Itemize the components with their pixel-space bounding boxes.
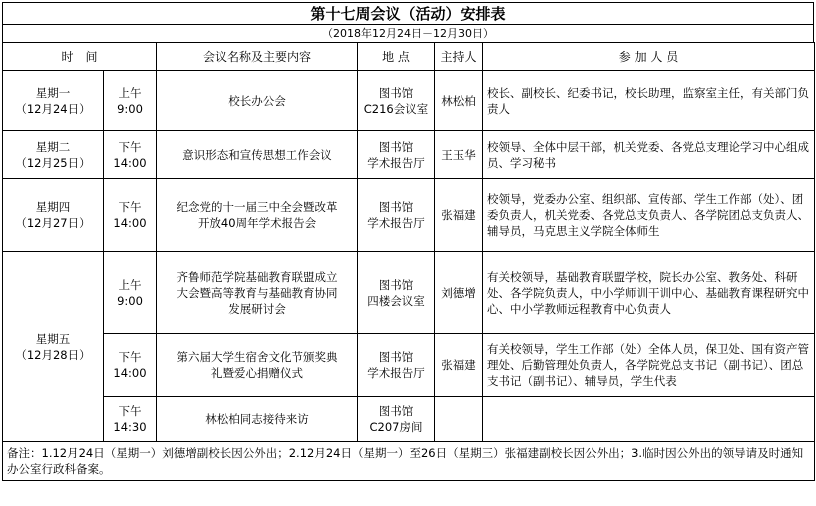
date-label: （12月28日） bbox=[15, 347, 91, 362]
clock-label: 9:00 bbox=[117, 101, 143, 116]
meeting-name-line: 第六届大学生宿舍文化节颁奖典 bbox=[176, 350, 338, 364]
host-cell: 刘德增 bbox=[435, 252, 483, 334]
location-building: 图书馆 bbox=[378, 277, 414, 292]
location-room: C207房间 bbox=[369, 420, 423, 434]
time-cell bbox=[104, 397, 157, 442]
day-cell bbox=[3, 71, 104, 131]
meeting-name-line: 齐鲁师范学院基础教育联盟成立 bbox=[176, 269, 338, 284]
clock-label: 14:00 bbox=[113, 366, 147, 380]
period-label: 上午 bbox=[118, 85, 142, 100]
meeting-name-line: 开放40周年学术报告会 bbox=[197, 216, 317, 230]
table-row bbox=[3, 252, 815, 334]
weekday-label: 星期五 bbox=[35, 331, 71, 346]
page-title: 第十七周会议（活动）安排表 bbox=[2, 2, 814, 24]
schedule-sheet bbox=[2, 2, 814, 502]
participants-cell bbox=[483, 397, 815, 442]
meeting-cell bbox=[157, 397, 358, 442]
table-row bbox=[3, 131, 815, 179]
date-label: （12月27日） bbox=[15, 216, 91, 230]
date-label: （12月25日） bbox=[15, 155, 91, 170]
table-row bbox=[3, 334, 815, 397]
participants-cell: 校领导，党委办公室、组织部、宣传部、学生工作部（处）、团委负责人，机关党委、各党总支负责人、各学院团总支负责人、辅导员，马克思主义学院全体师生 bbox=[483, 179, 815, 252]
location-room: 学术报告厅 bbox=[367, 216, 425, 230]
location-building: 图书馆 bbox=[378, 200, 414, 214]
host-cell: 王玉华 bbox=[435, 131, 483, 179]
host-cell: 张福建 bbox=[435, 334, 483, 397]
time-cell bbox=[104, 252, 157, 334]
location-building: 图书馆 bbox=[378, 139, 414, 154]
time-cell bbox=[104, 131, 157, 179]
period-label: 下午 bbox=[118, 200, 142, 214]
table-row bbox=[3, 71, 815, 131]
host-cell: 林松柏 bbox=[435, 71, 483, 131]
meeting-cell bbox=[157, 71, 358, 131]
meeting-name-line: 纪念党的十一届三中全会暨改革 bbox=[176, 200, 338, 214]
table-row bbox=[3, 179, 815, 252]
header-time: 时 间 bbox=[3, 43, 157, 71]
location-room: 学术报告厅 bbox=[367, 366, 425, 380]
weekday-label: 星期四 bbox=[35, 200, 71, 214]
participants-cell: 校领导、全体中层干部，机关党委、各党总支理论学习中心组成员、学习秘书 bbox=[483, 131, 815, 179]
meeting-name: 意识形态和宣传思想工作会议 bbox=[182, 147, 332, 162]
location-cell bbox=[358, 179, 435, 252]
location-cell bbox=[358, 71, 435, 131]
time-cell bbox=[104, 179, 157, 252]
meeting-name: 校长办公会 bbox=[228, 93, 286, 108]
day-cell bbox=[3, 179, 104, 252]
participants-cell: 校长、副校长、纪委书记，校长助理，监察室主任，有关部门负责人 bbox=[483, 71, 815, 131]
header-row bbox=[3, 43, 815, 71]
participants-cell: 有关校领导，基础教育联盟学校，院长办公室、教务处、科研处、各学院负责人，中小学师训干训中心、基础教育课程研究中心、中小学教师远程教育中心负责人 bbox=[483, 252, 815, 334]
meeting-name-line: 礼暨爱心捐赠仪式 bbox=[211, 366, 304, 380]
day-cell bbox=[3, 252, 104, 442]
table-row bbox=[3, 397, 815, 442]
location-cell bbox=[358, 397, 435, 442]
meeting-cell bbox=[157, 334, 358, 397]
note-row bbox=[3, 442, 815, 481]
location-cell bbox=[358, 252, 435, 334]
meeting-cell bbox=[157, 179, 358, 252]
weekday-label: 星期二 bbox=[35, 139, 71, 154]
meeting-cell bbox=[157, 131, 358, 179]
period-label: 下午 bbox=[118, 350, 142, 364]
meeting-name: 林松柏同志接待来访 bbox=[205, 412, 309, 426]
location-room: C216会议室 bbox=[363, 101, 429, 116]
time-cell bbox=[104, 71, 157, 131]
meeting-cell bbox=[157, 252, 358, 334]
participants-cell: 有关校领导，学生工作部（处）全体人员，保卫处、国有资产管理处、后勤管理处负责人，各学院党总支书记（副书记）、团总支书记（副书记）、辅导员，学生代表 bbox=[483, 334, 815, 397]
schedule-table bbox=[2, 42, 815, 481]
footnote: 备注：1.12月24日（星期一）刘德增副校长因公外出；2.12月24日（星期一）至26日（星期三）张福建副校长因公外出；3.临时因公外出的领导请及时通知办公室行政科备案。 bbox=[3, 442, 815, 481]
clock-label: 14:00 bbox=[113, 216, 147, 230]
period-label: 上午 bbox=[118, 277, 142, 292]
location-room: 四楼会议室 bbox=[367, 293, 425, 308]
meeting-name-line: 发展研讨会 bbox=[228, 301, 286, 316]
time-cell bbox=[104, 334, 157, 397]
location-cell bbox=[358, 131, 435, 179]
clock-label: 9:00 bbox=[117, 293, 143, 308]
host-cell bbox=[435, 397, 483, 442]
header-location: 地 点 bbox=[358, 43, 435, 71]
period-label: 下午 bbox=[118, 139, 142, 154]
day-cell bbox=[3, 131, 104, 179]
location-room: 学术报告厅 bbox=[367, 155, 425, 170]
location-building: 图书馆 bbox=[378, 85, 414, 100]
date-label: （12月24日） bbox=[15, 101, 91, 116]
clock-label: 14:00 bbox=[113, 155, 147, 170]
period-label: 下午 bbox=[118, 404, 142, 418]
header-host: 主持人 bbox=[435, 43, 483, 71]
page-subtitle: （2018年12月24日－12月30日） bbox=[2, 24, 814, 42]
clock-label: 14:30 bbox=[113, 420, 147, 434]
location-building: 图书馆 bbox=[378, 404, 414, 418]
meeting-name-line: 大会暨高等教育与基础教育协同 bbox=[176, 285, 338, 300]
weekday-label: 星期一 bbox=[35, 85, 71, 100]
host-cell: 张福建 bbox=[435, 179, 483, 252]
location-building: 图书馆 bbox=[378, 350, 414, 364]
header-participants: 参 加 人 员 bbox=[483, 43, 815, 71]
header-meeting: 会议名称及主要内容 bbox=[157, 43, 358, 71]
location-cell bbox=[358, 334, 435, 397]
